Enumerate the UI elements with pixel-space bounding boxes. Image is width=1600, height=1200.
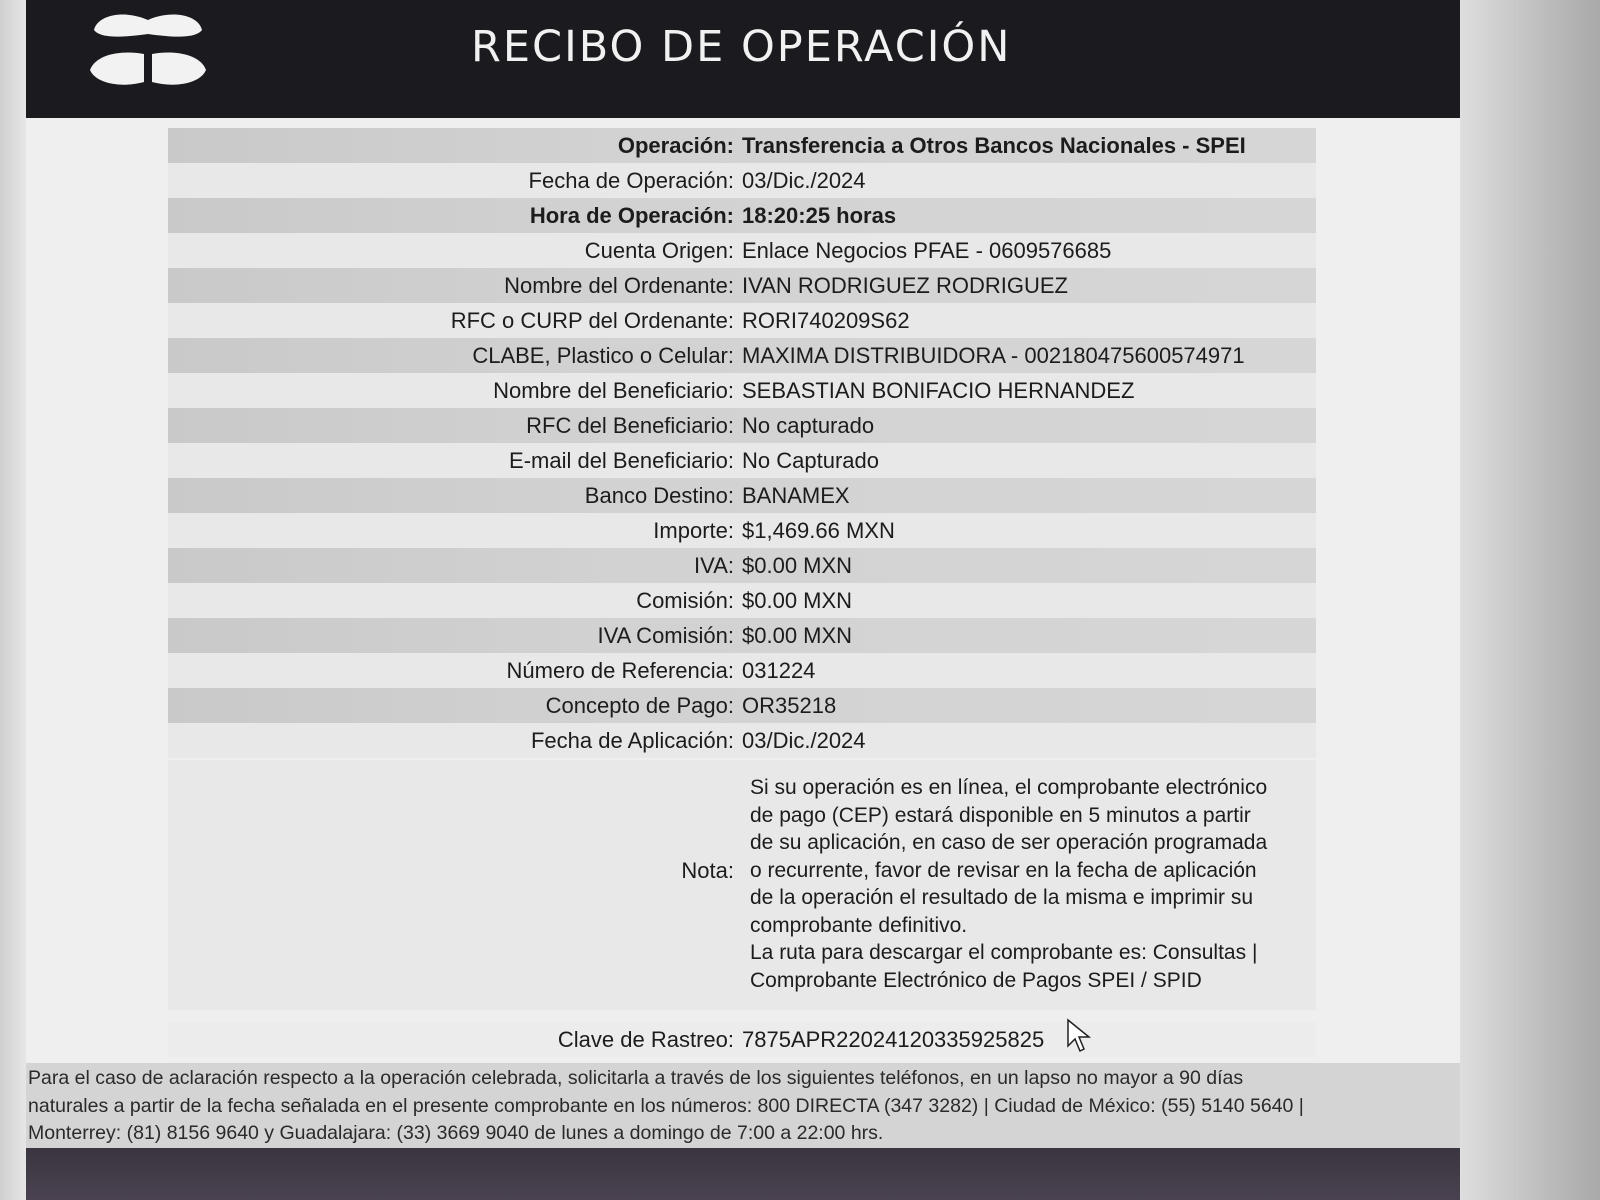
page-title: RECIBO DE OPERACIÓN bbox=[471, 22, 1012, 72]
row-nombre-beneficiario bbox=[168, 373, 1316, 408]
field-value: 03/Dic./2024 bbox=[742, 728, 866, 753]
row-fecha-operacion bbox=[168, 163, 1316, 198]
field-label: CLABE, Plastico o Celular: bbox=[472, 343, 734, 368]
field-label: Comisión: bbox=[636, 588, 734, 613]
note-section bbox=[168, 760, 1316, 1010]
row-email-beneficiario bbox=[168, 443, 1316, 478]
banorte-logo-icon bbox=[86, 8, 210, 88]
field-label: Banco Destino: bbox=[584, 483, 734, 508]
note-label: Nota: bbox=[681, 858, 734, 883]
field-value: No capturado bbox=[742, 413, 875, 438]
bottom-decor-bar bbox=[26, 1148, 1460, 1200]
field-value: 031224 bbox=[742, 658, 816, 683]
note-line: Si su operación es en línea, el comprobante electrónico bbox=[750, 776, 1268, 799]
field-label: Importe: bbox=[653, 518, 734, 543]
field-value: $0.00 MXN bbox=[742, 553, 853, 578]
row-importe bbox=[168, 513, 1316, 548]
field-label: RFC o CURP del Ordenante: bbox=[450, 308, 734, 333]
note-line: o recurrente, favor de revisar en la fecha de aplicación bbox=[750, 858, 1257, 882]
field-value: IVAN RODRIGUEZ RODRIGUEZ bbox=[742, 273, 1068, 298]
field-value: Enlace Negocios PFAE - 0609576685 bbox=[742, 238, 1112, 263]
screen-bezel-right bbox=[1460, 0, 1600, 1200]
field-value: 03/Dic./2024 bbox=[742, 168, 866, 193]
field-label: Concepto de Pago: bbox=[545, 693, 734, 718]
note-line: comprobante definitivo. bbox=[750, 913, 968, 937]
tracking-key-value[interactable]: 7875APR22024120335925825 bbox=[742, 1026, 1045, 1052]
field-label: E-mail del Beneficiario: bbox=[509, 448, 734, 473]
row-fecha-aplicacion bbox=[168, 723, 1316, 758]
footer-line: naturales a partir de la fecha señalada en el presente comprobante en los números: 800 DIRECTA (347 3282) | Ciudad de México: (55) 5140 5640 | bbox=[28, 1094, 1304, 1117]
row-comision bbox=[168, 583, 1316, 618]
field-label: Número de Referencia: bbox=[506, 658, 734, 683]
field-label: Clave de Rastreo: bbox=[557, 1026, 734, 1052]
field-value: BANAMEX bbox=[742, 483, 850, 508]
row-clabe bbox=[168, 338, 1316, 373]
field-value: $0.00 MXN bbox=[742, 588, 853, 613]
field-value: $0.00 MXN bbox=[742, 623, 853, 648]
row-rfc-ordenante bbox=[168, 303, 1316, 338]
field-label: Operación: bbox=[617, 133, 734, 158]
field-value: 18:20:25 horas bbox=[742, 203, 897, 228]
note-line: La ruta para descargar el comprobante es: Consultas | bbox=[750, 941, 1258, 964]
field-value: RORI740209S62 bbox=[742, 308, 910, 333]
field-label: Fecha de Aplicación: bbox=[530, 728, 734, 753]
footer-line: Para el caso de aclaración respecto a la operación celebrada, solicitarla a través de los siguientes teléfonos, en un lapso no mayor a 90 días bbox=[28, 1067, 1244, 1089]
note-text bbox=[750, 774, 1310, 994]
clarification-footer bbox=[26, 1063, 1460, 1148]
row-iva bbox=[168, 548, 1316, 583]
row-concepto-pago bbox=[168, 688, 1316, 723]
row-iva-comision bbox=[168, 618, 1316, 653]
row-clave-rastreo bbox=[168, 1022, 1316, 1057]
row-numero-referencia bbox=[168, 653, 1316, 688]
mouse-cursor-icon bbox=[1066, 1018, 1092, 1054]
note-line: de su aplicación, en caso de ser operación programada bbox=[750, 831, 1268, 854]
field-value: $1,469.66 MXN bbox=[742, 518, 895, 543]
receipt-header bbox=[26, 0, 1460, 118]
row-banco-destino bbox=[168, 478, 1316, 513]
field-label: Nombre del Beneficiario: bbox=[493, 378, 734, 403]
row-rfc-beneficiario bbox=[168, 408, 1316, 443]
row-hora-operacion bbox=[168, 198, 1316, 233]
screen-bezel-left bbox=[0, 0, 26, 1200]
field-value: SEBASTIAN BONIFACIO HERNANDEZ bbox=[742, 378, 1135, 403]
field-value: MAXIMA DISTRIBUIDORA - 002180475600574971 bbox=[742, 343, 1245, 368]
row-cuenta-origen bbox=[168, 233, 1316, 268]
field-label: IVA: bbox=[694, 553, 734, 578]
field-label: RFC del Beneficiario: bbox=[526, 413, 734, 438]
footer-line: Monterrey: (81) 8156 9640 y Guadalajara: (33) 3669 9040 de lunes a domingo de 7:00 a 22:00 hrs. bbox=[28, 1122, 884, 1144]
field-label: Hora de Operación: bbox=[529, 203, 734, 228]
field-value: Transferencia a Otros Bancos Nacionales - SPEI bbox=[742, 133, 1246, 158]
row-operacion bbox=[168, 128, 1316, 163]
row-nombre-ordenante bbox=[168, 268, 1316, 303]
field-label: IVA Comisión: bbox=[597, 623, 734, 648]
note-line: de la operación el resultado de la misma e imprimir su bbox=[750, 886, 1254, 909]
operation-details-table bbox=[168, 128, 1316, 758]
note-line: Comprobante Electrónico de Pagos SPEI / SPID bbox=[750, 968, 1202, 992]
field-label: Nombre del Ordenante: bbox=[504, 273, 734, 298]
note-line: de pago (CEP) estará disponible en 5 minutos a partir bbox=[750, 803, 1251, 827]
field-label: Fecha de Operación: bbox=[528, 168, 734, 193]
field-value: No Capturado bbox=[742, 448, 879, 473]
field-label: Cuenta Origen: bbox=[584, 238, 734, 263]
field-value: OR35218 bbox=[742, 693, 837, 718]
